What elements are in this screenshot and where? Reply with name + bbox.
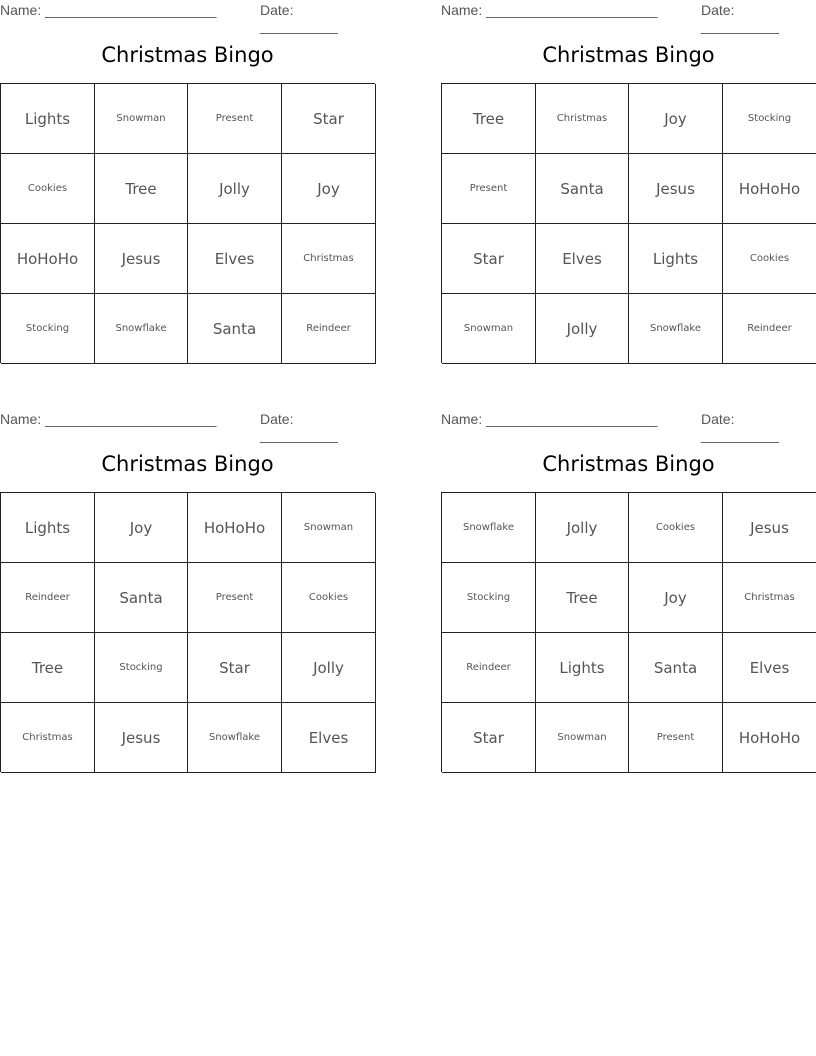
bingo-cell: Cookies	[282, 563, 376, 633]
bingo-cell: Lights	[1, 84, 95, 154]
date-field: Date: __________	[701, 411, 779, 443]
bingo-cell: Reindeer	[282, 294, 376, 364]
card-title: Christmas Bingo	[542, 43, 715, 67]
name-field: Name: ______________________	[441, 411, 658, 427]
bingo-cell: Cookies	[1, 154, 95, 224]
bingo-cell: Tree	[536, 563, 629, 633]
bingo-cell: Christmas	[536, 84, 629, 154]
bingo-cell: Tree	[442, 84, 536, 154]
bingo-cell: Stocking	[95, 633, 188, 703]
bingo-cell: Elves	[723, 633, 816, 703]
date-field: Date: __________	[260, 2, 338, 34]
bingo-cell: Joy	[282, 154, 376, 224]
bingo-cell: Jesus	[95, 224, 188, 294]
date-field: Date: __________	[260, 411, 338, 443]
bingo-cell: Present	[188, 84, 282, 154]
bingo-cell: Lights	[629, 224, 723, 294]
bingo-grid	[0, 83, 375, 363]
bingo-cell: Santa	[536, 154, 629, 224]
bingo-cell: Cookies	[723, 224, 816, 294]
bingo-cell: Snowflake	[95, 294, 188, 364]
bingo-cell: Snowman	[282, 493, 376, 563]
bingo-cell: Reindeer	[1, 563, 95, 633]
bingo-cell: Santa	[95, 563, 188, 633]
bingo-cell: Snowman	[536, 703, 629, 773]
name-date-line	[0, 409, 375, 443]
bingo-cell: Jolly	[536, 493, 629, 563]
bingo-cell: Jesus	[629, 154, 723, 224]
name-field: Name: ______________________	[441, 2, 658, 18]
bingo-cell: Elves	[188, 224, 282, 294]
name-date-line	[441, 409, 816, 443]
card-title: Christmas Bingo	[101, 452, 274, 476]
bingo-cell: Snowflake	[442, 493, 536, 563]
bingo-cell: HoHoHo	[1, 224, 95, 294]
bingo-cell: Stocking	[1, 294, 95, 364]
bingo-cell: Jolly	[188, 154, 282, 224]
bingo-cell: Star	[442, 224, 536, 294]
bingo-cell: Snowman	[442, 294, 536, 364]
bingo-cell: Christmas	[1, 703, 95, 773]
bingo-cell: Reindeer	[442, 633, 536, 703]
bingo-cell: Christmas	[723, 563, 816, 633]
bingo-cell: Snowflake	[188, 703, 282, 773]
bingo-cell: Santa	[629, 633, 723, 703]
date-field: Date: __________	[701, 2, 779, 34]
bingo-cell: Jolly	[282, 633, 376, 703]
bingo-cell: Elves	[536, 224, 629, 294]
bingo-cell: Jesus	[723, 493, 816, 563]
bingo-cell: Jesus	[95, 703, 188, 773]
bingo-cell: Cookies	[629, 493, 723, 563]
bingo-cell: Joy	[629, 563, 723, 633]
bingo-cell: Present	[442, 154, 536, 224]
bingo-cell: HoHoHo	[723, 703, 816, 773]
bingo-cell: HoHoHo	[188, 493, 282, 563]
bingo-cell: Joy	[629, 84, 723, 154]
bingo-cell: Santa	[188, 294, 282, 364]
name-field: Name: ______________________	[0, 2, 217, 18]
bingo-cell: Stocking	[723, 84, 816, 154]
bingo-cell: Christmas	[282, 224, 376, 294]
bingo-cell: Elves	[282, 703, 376, 773]
bingo-cell: Lights	[1, 493, 95, 563]
bingo-cell: Tree	[1, 633, 95, 703]
bingo-cell: Snowman	[95, 84, 188, 154]
card-title: Christmas Bingo	[542, 452, 715, 476]
bingo-grid	[441, 492, 816, 772]
bingo-cell: HoHoHo	[723, 154, 816, 224]
bingo-cell: Tree	[95, 154, 188, 224]
bingo-cell: Snowflake	[629, 294, 723, 364]
name-field: Name: ______________________	[0, 411, 217, 427]
bingo-grid	[0, 492, 375, 772]
card-title: Christmas Bingo	[101, 43, 274, 67]
bingo-cell: Present	[188, 563, 282, 633]
bingo-cell: Reindeer	[723, 294, 816, 364]
bingo-cell: Stocking	[442, 563, 536, 633]
bingo-cell: Present	[629, 703, 723, 773]
bingo-cell: Joy	[95, 493, 188, 563]
bingo-cell: Lights	[536, 633, 629, 703]
name-date-line	[441, 0, 816, 34]
bingo-cell: Star	[188, 633, 282, 703]
bingo-cell: Star	[282, 84, 376, 154]
bingo-cell: Jolly	[536, 294, 629, 364]
bingo-cell: Star	[442, 703, 536, 773]
bingo-grid	[441, 83, 816, 363]
name-date-line	[0, 0, 375, 34]
